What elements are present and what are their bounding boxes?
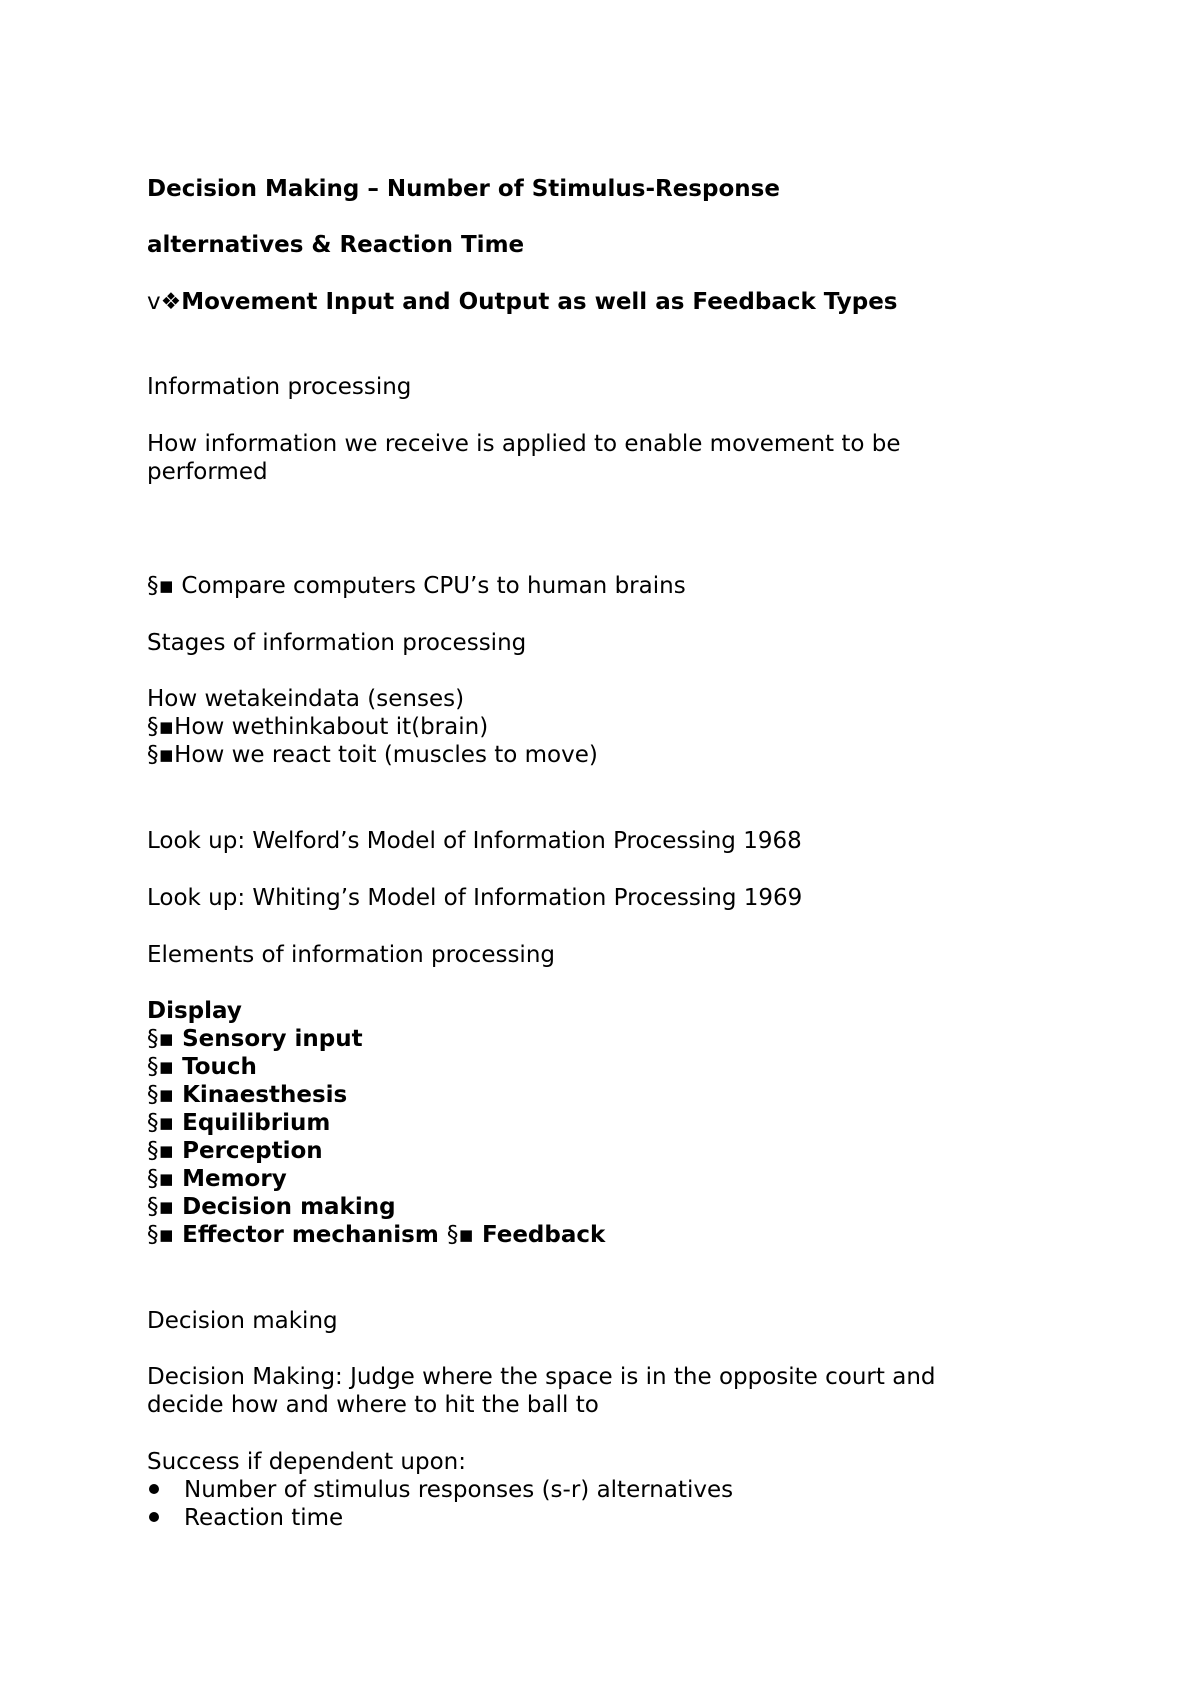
compare-line	[147, 572, 686, 600]
title-line-3-prefix: v❖	[147, 289, 182, 315]
element-item	[147, 1193, 396, 1221]
element-item	[147, 1081, 347, 1109]
element-item	[147, 1053, 257, 1081]
element-label: Equilibrium	[174, 1110, 331, 1136]
decision-desc-line-1: Decision Making: Judge where the space is in the opposite court and	[147, 1364, 936, 1390]
element-item	[147, 1109, 330, 1137]
element-item	[147, 1221, 605, 1249]
bullet-symbol: §▪	[147, 742, 175, 768]
bullet-symbol: §▪	[147, 1194, 175, 1220]
element-label: Feedback	[473, 1222, 606, 1248]
decision-heading: Decision making	[147, 1308, 338, 1334]
element-label: Memory	[174, 1166, 287, 1192]
info-desc-line-1: How information we receive is applied to enable movement to be	[147, 431, 901, 457]
bullet-symbol: §▪	[147, 1082, 175, 1108]
title-line-2: alternatives & Reaction Time	[147, 232, 525, 258]
bullet-symbol: §▪	[147, 714, 175, 740]
stage-1: How wetakeindata (senses)	[147, 686, 465, 712]
element-label: Perception	[174, 1138, 323, 1164]
elements-heading: Elements of information processing	[147, 942, 556, 968]
element-item	[147, 1025, 363, 1053]
bullet-dot-icon	[149, 1512, 159, 1522]
element-label: Decision making	[174, 1194, 396, 1220]
lookup-whiting: Look up: Whiting’s Model of Information Processing 1969	[147, 885, 803, 911]
element-label: Kinaesthesis	[174, 1082, 348, 1108]
element-item	[147, 1165, 287, 1193]
element-label: Touch	[174, 1054, 257, 1080]
element-item	[147, 1137, 323, 1165]
bullet-symbol: §▪	[147, 1166, 175, 1192]
list-item	[147, 1476, 733, 1504]
list-item-text: Number of stimulus responses (s-r) alternatives	[184, 1477, 734, 1503]
stage-3-text: How we react toit (muscles to move)	[174, 742, 598, 768]
bullet-symbol: §▪	[147, 1054, 175, 1080]
title-line-1: Decision Making – Number of Stimulus-Response	[147, 176, 780, 202]
bullet-dot-icon	[149, 1484, 159, 1494]
display-heading: Display	[147, 998, 242, 1024]
title-line-3	[147, 288, 897, 316]
bullet-symbol: §▪	[147, 1026, 175, 1052]
info-heading: Information processing	[147, 374, 412, 400]
bullet-symbol: §▪	[147, 573, 175, 599]
lookup-welford: Look up: Welford’s Model of Information Processing 1968	[147, 828, 802, 854]
stage-3	[147, 741, 598, 769]
element-label: Effector mechanism	[174, 1222, 447, 1248]
stage-2-text: How wethinkabout it(brain)	[174, 714, 489, 740]
bullet-symbol: §▪	[147, 1110, 175, 1136]
stage-2	[147, 713, 488, 741]
element-label: Sensory input	[174, 1026, 363, 1052]
title-line-3-text: Movement Input and Output as well as Feedback Types	[181, 289, 898, 315]
info-desc-line-2: performed	[147, 459, 268, 485]
decision-desc-line-2: decide how and where to hit the ball to	[147, 1392, 599, 1418]
list-item-text: Reaction time	[184, 1505, 344, 1531]
bullet-symbol: §▪	[446, 1222, 474, 1248]
bullet-symbol: §▪	[147, 1222, 175, 1248]
list-item	[147, 1504, 343, 1532]
compare-text: Compare computers CPU’s to human brains	[174, 573, 686, 599]
stages-heading: Stages of information processing	[147, 630, 527, 656]
bullet-symbol: §▪	[147, 1138, 175, 1164]
success-heading: Success if dependent upon:	[147, 1449, 467, 1475]
